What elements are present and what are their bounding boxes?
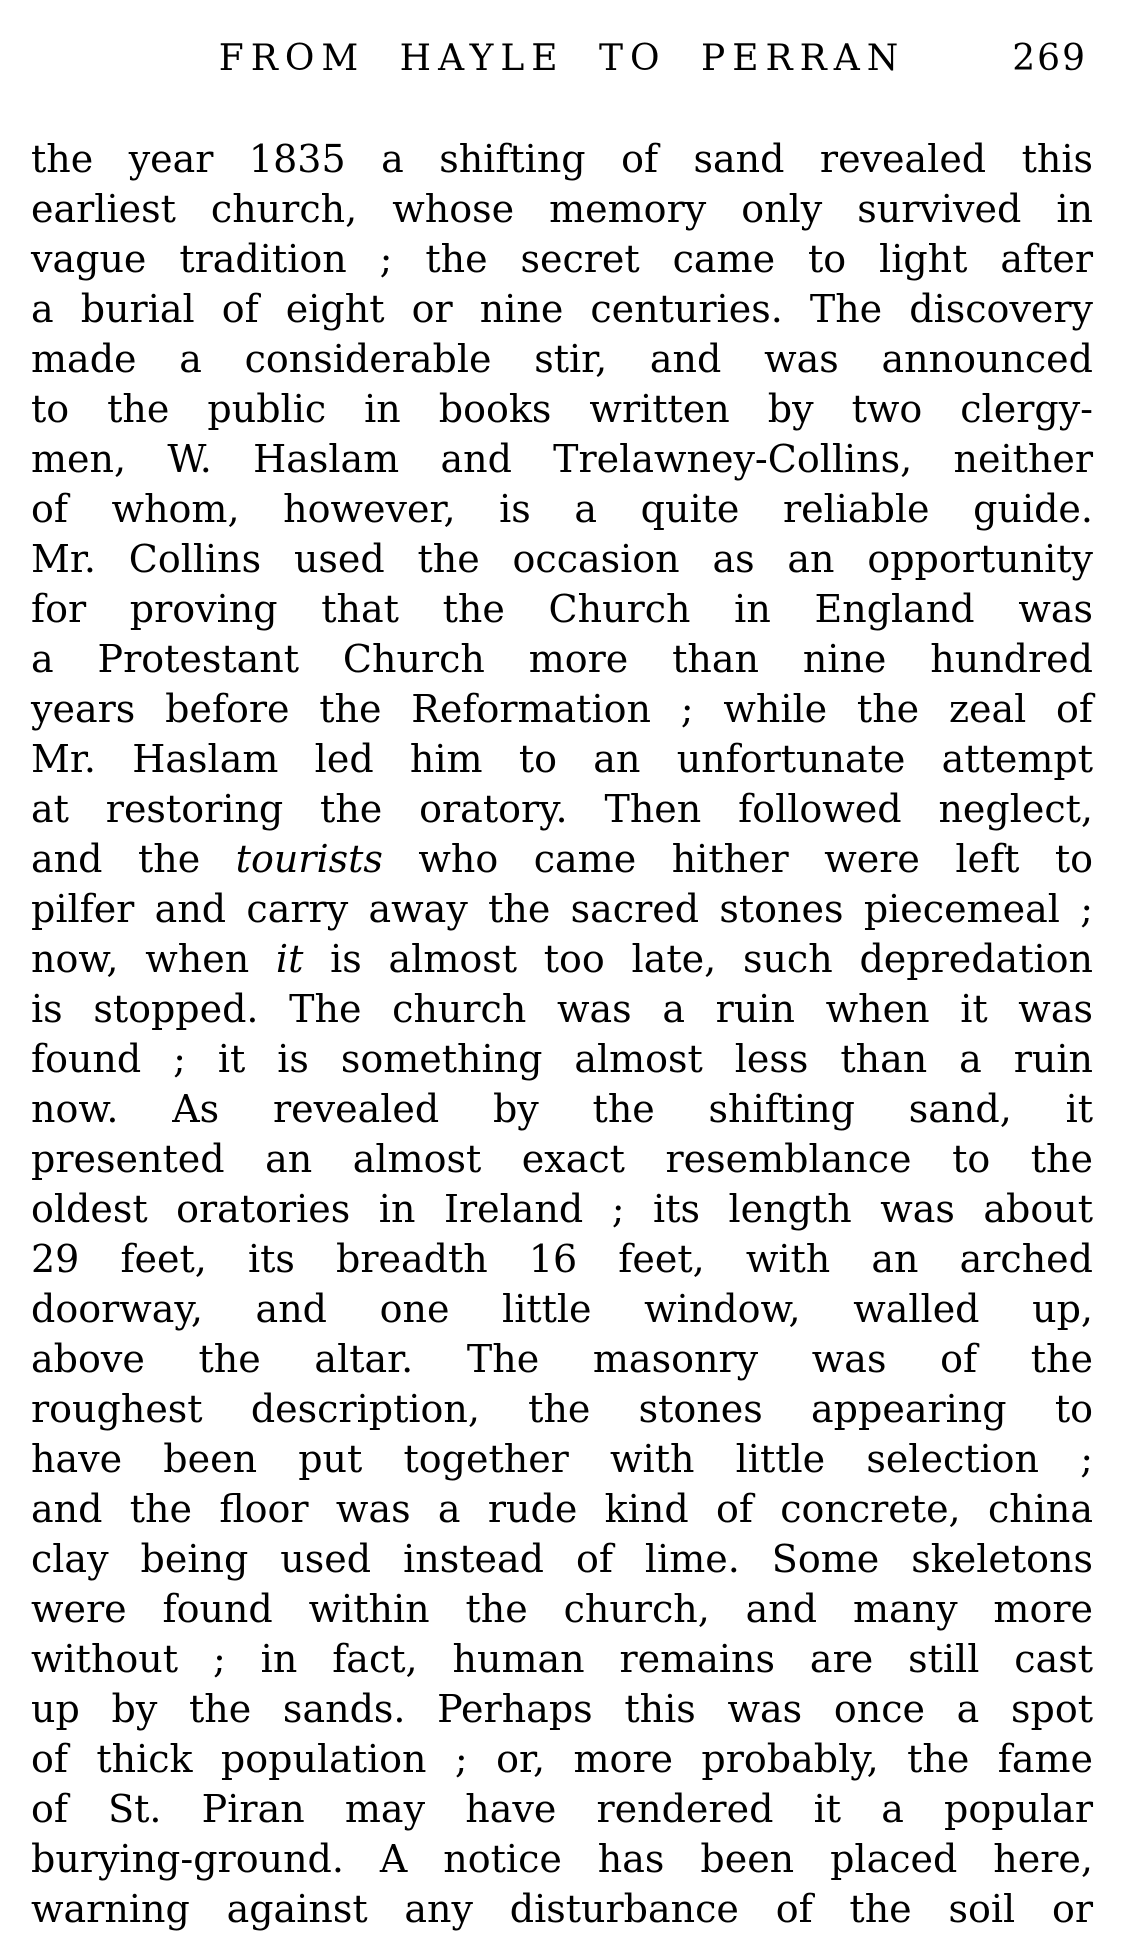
page-number: 269 [1012, 38, 1087, 79]
body-line: oldest oratories in Ireland ; its length was about [31, 1187, 1093, 1231]
body-line: now, when it is almost too late, such depredation [31, 937, 1093, 981]
body-line: is stopped. The church was a ruin when it was [31, 987, 1093, 1031]
body-line: vague tradition ; the secret came to light after [31, 237, 1093, 281]
body-line: Mr. Collins used the occasion as an opportunity [31, 537, 1093, 581]
body-line: of thick population ; or, more probably, the fame [31, 1737, 1093, 1781]
body-line: Mr. Haslam led him to an unfortunate attempt [31, 737, 1093, 781]
body-line: have been put together with little selection ; [31, 1437, 1093, 1481]
body-text [31, 134, 1093, 1934]
body-line: up by the sands. Perhaps this was once a spot [31, 1687, 1093, 1731]
body-line: doorway, and one little window, walled up, [31, 1287, 1093, 1331]
body-line: made a considerable stir, and was announced [31, 337, 1093, 381]
body-line: presented an almost exact resemblance to the [31, 1137, 1093, 1181]
body-line: and the floor was a rude kind of concrete, china [31, 1487, 1093, 1531]
body-line: clay being used instead of lime. Some skeletons [31, 1537, 1093, 1581]
body-line: at restoring the oratory. Then followed neglect, [31, 787, 1093, 831]
body-line: years before the Reformation ; while the zeal of [31, 687, 1093, 731]
body-line: were found within the church, and many more [31, 1587, 1093, 1631]
body-line: men, W. Haslam and Trelawney-Collins, neither [31, 437, 1093, 481]
body-line: of St. Piran may have rendered it a popular [31, 1787, 1093, 1831]
body-line: roughest description, the stones appearing to [31, 1387, 1093, 1431]
body-line: for proving that the Church in England was [31, 587, 1093, 631]
body-line: found ; it is something almost less than a ruin [31, 1037, 1093, 1081]
body-line: a Protestant Church more than nine hundred [31, 637, 1093, 681]
body-line: the year 1835 a shifting of sand revealed this [31, 137, 1093, 181]
body-line: to the public in books written by two clergy- [31, 387, 1093, 431]
italic-text: it [275, 937, 304, 981]
body-line: without ; in fact, human remains are still cast [31, 1637, 1093, 1681]
body-line: a burial of eight or nine centuries. The discovery [31, 287, 1093, 331]
running-title: FROM HAYLE TO PERRAN [218, 38, 906, 79]
body-line: burying-ground. A notice has been placed here, [31, 1837, 1093, 1881]
body-line: 29 feet, its breadth 16 feet, with an arched [31, 1237, 1093, 1281]
body-line: and the tourists who came hither were left to [31, 837, 1093, 881]
body-line: above the altar. The masonry was of the [31, 1337, 1093, 1381]
body-line: warning against any disturbance of the soil or [31, 1887, 1093, 1931]
body-line: of whom, however, is a quite reliable guide. [31, 487, 1093, 531]
body-line: pilfer and carry away the sacred stones piecemeal ; [31, 887, 1093, 931]
body-line: now. As revealed by the shifting sand, it [31, 1087, 1093, 1131]
italic-text: tourists [235, 837, 383, 881]
body-line: earliest church, whose memory only survived in [31, 187, 1093, 231]
